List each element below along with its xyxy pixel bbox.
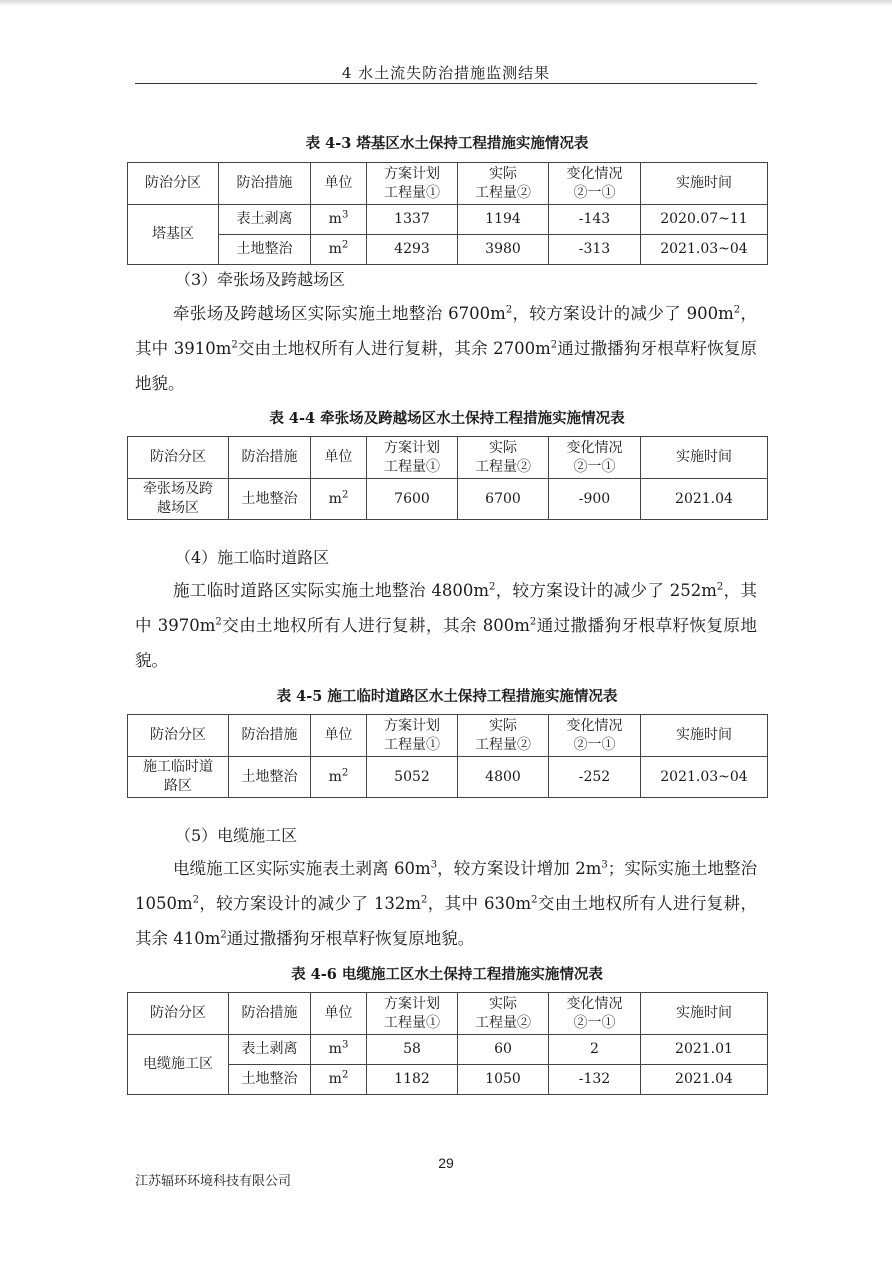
table-row — [128, 479, 768, 520]
table-header-row — [128, 715, 768, 757]
header-unit: 单位 — [311, 715, 367, 757]
section-3-heading: （3）牵张场及跨越场区 — [175, 270, 346, 289]
header-change: 变化情况 ②一① — [549, 993, 641, 1035]
header-change: 变化情况 ②一① — [549, 437, 641, 479]
header-zone: 防治分区 — [128, 437, 229, 479]
header-change — [549, 163, 641, 205]
change-cell: -252 — [549, 757, 641, 798]
header-actual: 实际 工程量② — [458, 715, 549, 757]
header-plan: 方案计划 工程量① — [367, 437, 458, 479]
header-actual-line2: 工程量② — [475, 184, 531, 201]
section-4-heading: （4）施工临时道路区 — [175, 548, 330, 567]
table-4-6 — [127, 992, 768, 1095]
table-4-4-caption: 表 4-4 牵张场及跨越场区水土保持工程措施实施情况表 — [269, 410, 625, 427]
measure-cell: 土地整治 — [229, 1065, 311, 1095]
header-time: 实施时间 — [641, 993, 768, 1035]
header-unit: 单位 — [311, 993, 367, 1035]
header-change-line2: ②一① — [573, 184, 616, 201]
header-plan: 方案计划 工程量① — [367, 715, 458, 757]
header-time: 实施时间 — [641, 163, 768, 205]
actual-cell: 4800 — [458, 757, 549, 798]
header-zone: 防治分区 — [128, 715, 229, 757]
unit-cell: $m^2$ — [311, 235, 367, 265]
plan-cell: 1337 — [367, 205, 458, 235]
zone-cell: 牵张场及跨 越场区 — [128, 479, 229, 520]
actual-cell: 3980 — [458, 235, 549, 265]
unit-cell: $m^3$ — [311, 1035, 367, 1065]
table-row — [128, 235, 768, 265]
table-4-5 — [127, 714, 768, 798]
scan-top-shade — [0, 0, 892, 6]
measure-cell: 表土剥离 — [229, 1035, 311, 1065]
measure-cell: 表土剥离 — [219, 205, 311, 235]
change-cell: -143 — [549, 205, 641, 235]
unit-cell: $m^3$ — [311, 205, 367, 235]
change-cell: -313 — [549, 235, 641, 265]
header-actual: 实际 工程量② — [458, 437, 549, 479]
plan-cell: 7600 — [367, 479, 458, 520]
section-5-heading: （5）电缆施工区 — [175, 826, 298, 845]
time-cell: 2021.03~04 — [641, 757, 768, 798]
plan-cell: 1182 — [367, 1065, 458, 1095]
header-unit: 单位 — [311, 163, 367, 205]
header-measure: 防治措施 — [229, 437, 311, 479]
header-actual: 实际 工程量② — [458, 993, 549, 1035]
table-header-row — [128, 163, 768, 205]
section-4-paragraph: 施工临时道路区实际实施土地整治 $4800m^2$，较方案设计的减少了 $252m^2$，其中 $3970m^2$交由土地权所有人进行复耕，其余 $800m^2$通过撒播狗牙根草籽恢复原地貌。 — [135, 581, 758, 670]
table-row — [128, 205, 768, 235]
plan-cell: 4293 — [367, 235, 458, 265]
change-cell: -900 — [549, 479, 641, 520]
header-change-line1: 变化情况 — [566, 165, 623, 182]
header-actual — [458, 163, 549, 205]
time-cell: 2020.07~11 — [641, 205, 768, 235]
plan-cell: 58 — [367, 1035, 458, 1065]
unit-cell: $m^2$ — [311, 757, 367, 798]
zone-cell: 电缆施工区 — [128, 1035, 229, 1095]
table-row — [128, 1035, 768, 1065]
header-rule — [135, 83, 757, 84]
header-measure: 防治措施 — [219, 163, 311, 205]
change-cell: -132 — [549, 1065, 641, 1095]
section-5-paragraph: 电缆施工区实际实施表土剥离 $60m^3$，较方案设计增加 $2m^3$；实际实施土地整治 $1050m^2$，较方案设计的减少了 $132m^2$，其中 $630m^2$交由土地权所有人进行复耕，其余 $410m^2$通过撒播狗牙根草籽恢复原地貌。 — [135, 859, 758, 948]
header-zone: 防治分区 — [128, 993, 229, 1035]
table-4-3-caption: 表 4-3 塔基区水土保持工程措施实施情况表 — [305, 135, 589, 152]
header-plan-line2: 工程量① — [384, 184, 440, 201]
table-4-6-caption: 表 4-6 电缆施工区水土保持工程措施实施情况表 — [291, 966, 603, 983]
header-unit: 单位 — [311, 437, 367, 479]
table-4-4 — [127, 436, 768, 520]
time-cell: 2021.01 — [641, 1035, 768, 1065]
header-plan-line1: 方案计划 — [384, 165, 440, 182]
unit-cell: $m^2$ — [311, 1065, 367, 1095]
measure-cell: 土地整治 — [229, 757, 311, 798]
unit-cell: $m^2$ — [311, 479, 367, 520]
header-measure: 防治措施 — [229, 993, 311, 1035]
actual-cell: 60 — [458, 1035, 549, 1065]
header-plan: 方案计划 工程量① — [367, 993, 458, 1035]
section-3-paragraph: 牵张场及跨越场区实际实施土地整治 $6700m^2$，较方案设计的减少了 $900m^2$，其中 $3910m^2$交由土地权所有人进行复耕，其余 $2700m^2$通过撒播狗牙根草籽恢复原地貌。 — [135, 304, 758, 393]
page-number: 29 — [438, 1155, 454, 1171]
actual-cell: 1194 — [458, 205, 549, 235]
header-change: 变化情况 ②一① — [549, 715, 641, 757]
header-plan — [367, 163, 458, 205]
measure-cell: 土地整治 — [229, 479, 311, 520]
actual-cell: 1050 — [458, 1065, 549, 1095]
change-cell: 2 — [549, 1035, 641, 1065]
footer-company: 江苏辐环环境科技有限公司 — [135, 1174, 292, 1189]
header-time: 实施时间 — [641, 437, 768, 479]
page-header-title: 4 水土流失防治措施监测结果 — [341, 64, 551, 82]
measure-cell: 土地整治 — [219, 235, 311, 265]
header-zone: 防治分区 — [128, 163, 219, 205]
table-header-row — [128, 437, 768, 479]
actual-cell: 6700 — [458, 479, 549, 520]
zone-cell: 施工临时道 路区 — [128, 757, 229, 798]
table-4-3 — [127, 162, 768, 265]
time-cell: 2021.04 — [641, 1065, 768, 1095]
plan-cell: 5052 — [367, 757, 458, 798]
time-cell: 2021.03~04 — [641, 235, 768, 265]
time-cell: 2021.04 — [641, 479, 768, 520]
table-row — [128, 757, 768, 798]
header-measure: 防治措施 — [229, 715, 311, 757]
zone-cell: 塔基区 — [128, 205, 219, 265]
header-actual-line1: 实际 — [489, 165, 517, 182]
header-time: 实施时间 — [641, 715, 768, 757]
table-4-5-caption: 表 4-5 施工临时道路区水土保持工程措施实施情况表 — [276, 688, 618, 705]
table-header-row — [128, 993, 768, 1035]
